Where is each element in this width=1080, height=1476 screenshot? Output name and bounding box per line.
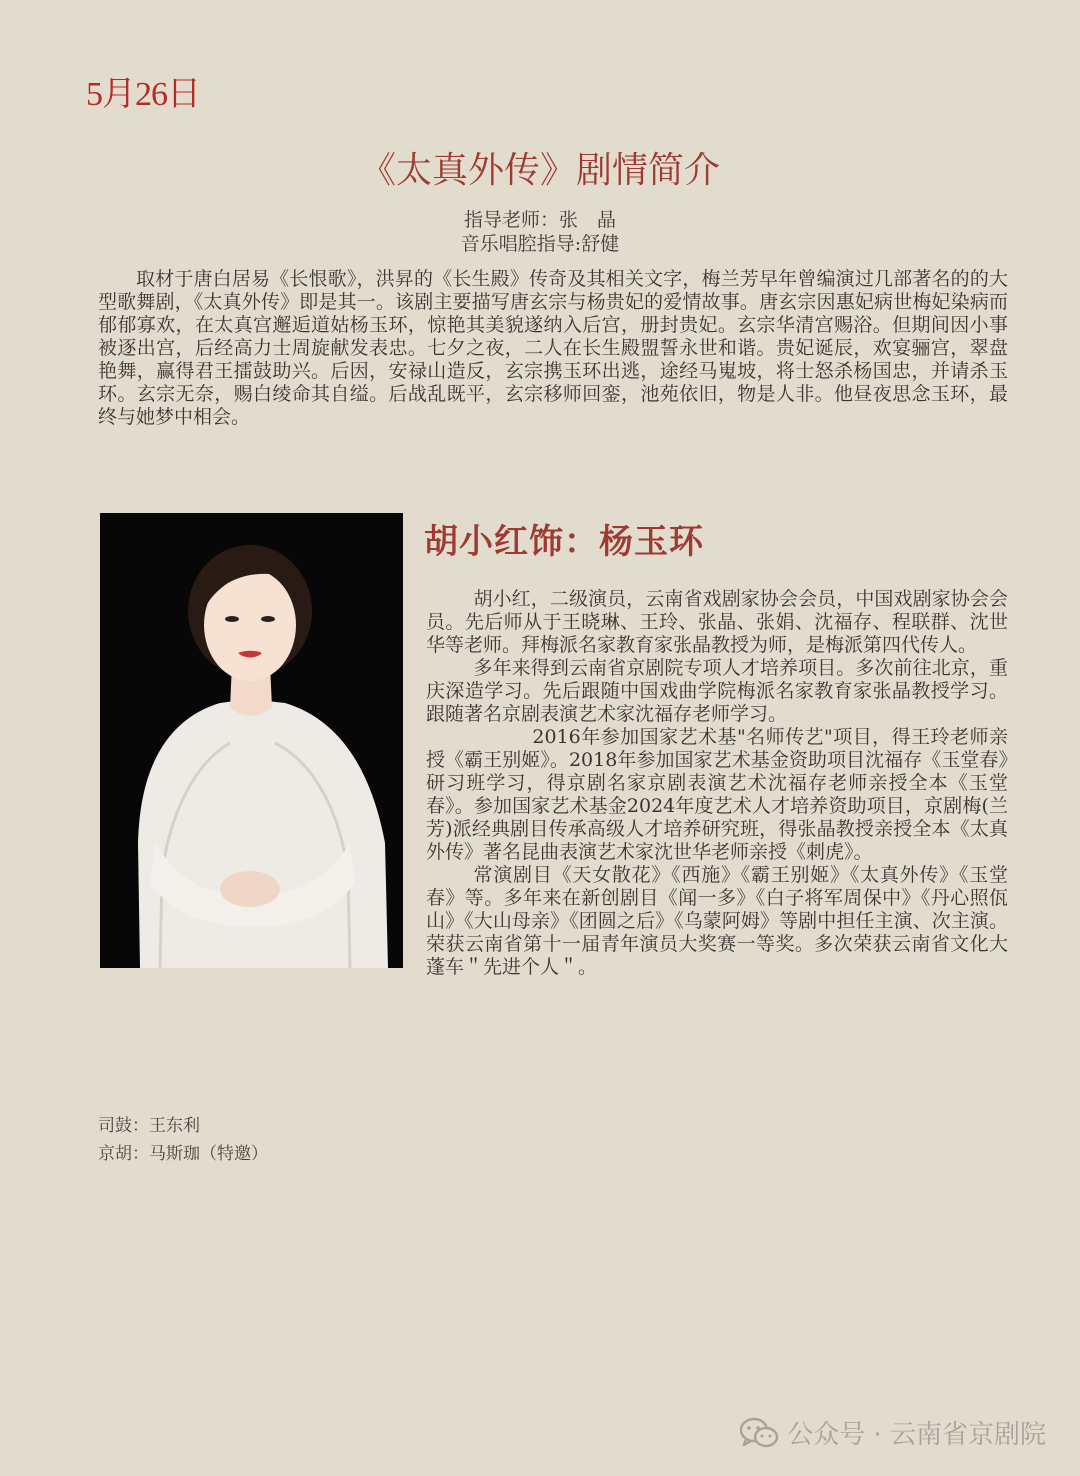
role-title: 胡小红饰：杨玉环: [424, 522, 704, 562]
performer-photo: [100, 513, 403, 968]
watermark-text: 公众号 · 云南省京剧院: [787, 1420, 1046, 1450]
music-teacher-credit: 音乐唱腔指导:舒健: [460, 233, 620, 255]
bio-paragraph: 常演剧目《天女散花》《西施》《霸王别姬》《太真外传》《玉堂春》等。多年来在新创剧目《闻一多》《白子将军周保中》《丹心照佤山》《大山母亲》《团圆之后》《乌蒙阿姆》等剧中担任主演、次主演。荣获云南省第十一届青年演员大奖赛一等奖。多次荣获云南省文化大蓬车＂先进个人＂。: [426, 864, 1008, 978]
performer-portrait-illustration: [100, 513, 403, 968]
date-heading: 5月26日: [86, 76, 200, 113]
drummer-credit: 司鼓：王东利: [98, 1116, 200, 1136]
bio-paragraph: 胡小红，二级演员，云南省戏剧家协会会员，中国戏剧家协会会员。先后师从于王晓琳、王玲、张晶、张娟、沈福存、程联群、沈世华等老师。拜梅派名家教育家张晶教授为师，是梅派第四代传人。: [426, 588, 1008, 656]
wechat-icon: [739, 1416, 779, 1450]
bio-paragraph: 2016年参加国家艺术基"名师传艺"项目，得王玲老师亲授《霸王别姬》。2018年参加国家艺术基金资助项目沈福存《玉堂春》研习班学习，得京剧名家京剧表演艺术沈福存老师亲授全本《玉堂春》。参加国家艺术基金2024年度艺术人才培养资助项目，京剧梅(兰芳)派经典剧目传承高级人才培养研究班，得张晶教授亲授全本《太真外传》著名昆曲表演艺术家沈世华老师亲授《刺虎》。: [426, 726, 1008, 863]
staff-list: [98, 1112, 268, 1168]
teacher-credit: 指导老师：张 晶: [463, 209, 616, 231]
watermark: [739, 1414, 1046, 1451]
credits-block: [0, 208, 1080, 256]
jinghu-credit: 京胡：马斯珈（特邀）: [98, 1144, 268, 1164]
performer-bio: [426, 588, 1008, 979]
synopsis-title: 《太真外传》剧情简介: [359, 150, 720, 191]
synopsis-body: 取材于唐白居易《长恨歌》，洪昇的《长生殿》传奇及其相关文字，梅兰芳早年曾编演过几部著名的的大型歌舞剧，《太真外传》即是其一。该剧主要描写唐玄宗与杨贵妃的爱情故事。唐玄宗因惠妃病世梅妃染病而郁郁寡欢，在太真宫邂逅道姑杨玉环，惊艳其美貌遂纳入后宫，册封贵妃。玄宗华清宫赐浴。但期间因小事被逐出宫，后经高力士周旋献发表忠。七夕之夜，二人在长生殿盟誓永世和谐。贵妃诞辰，欢宴骊宫，翠盘艳舞，赢得君王擂鼓助兴。后因，安禄山造反，玄宗携玉环出逃，途经马嵬坡，将士怒杀杨国忠，并请杀玉环。玄宗无奈，赐白绫命其自缢。后战乱既平，玄宗移师回銮，池苑依旧，物是人非。他昼夜思念玉环，最终与她梦中相会。: [98, 268, 1008, 428]
bio-paragraph: 多年来得到云南省京剧院专项人才培养项目。多次前往北京，重庆深造学习。先后跟随中国戏曲学院梅派名家教育家张晶教授学习。跟随著名京剧表演艺术家沈福存老师学习。: [426, 657, 1008, 725]
